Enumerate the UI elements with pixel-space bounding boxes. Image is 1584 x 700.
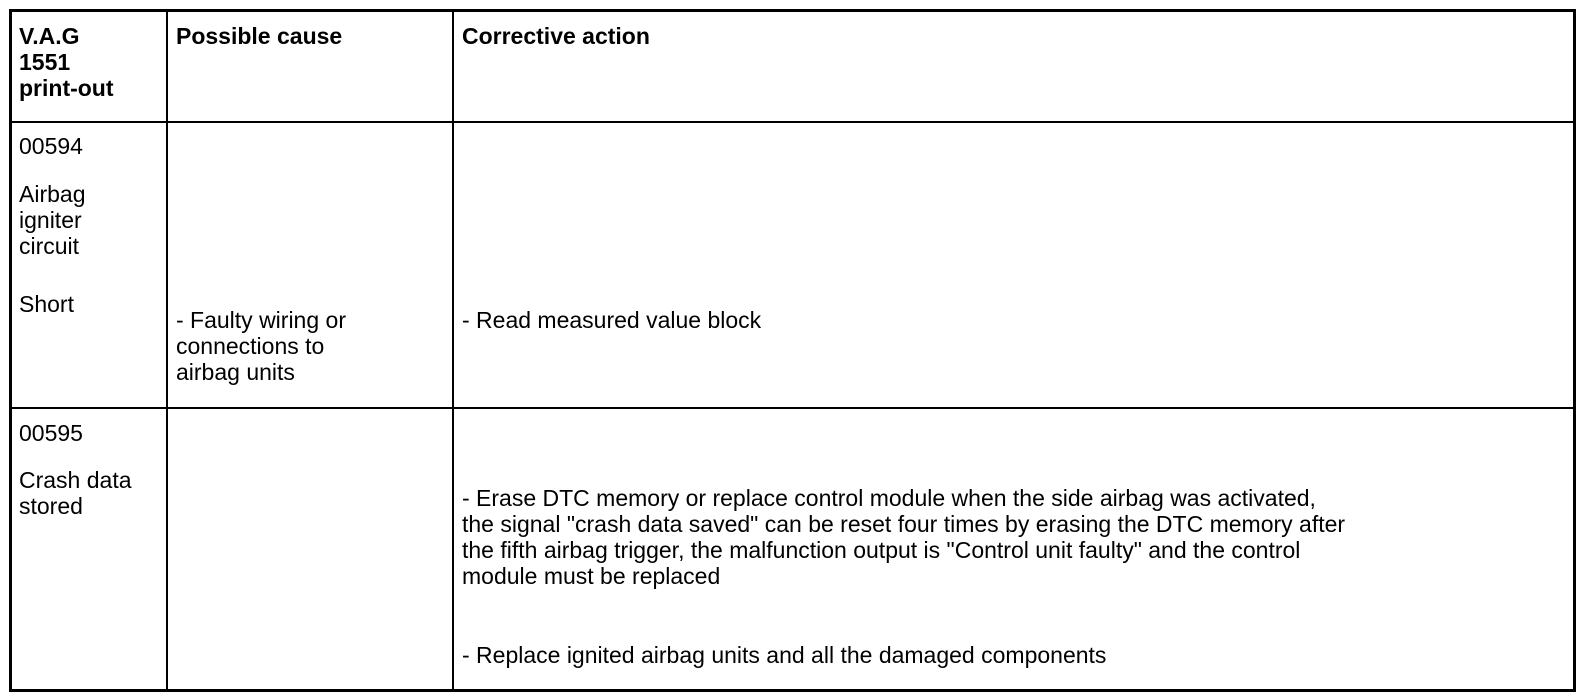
fault-code: 00594 — [19, 133, 83, 159]
fault-type: Short — [19, 291, 74, 317]
fault-component: Airbag igniter circuit — [19, 181, 86, 259]
column-divider — [452, 12, 454, 689]
fault-code-table — [9, 9, 1576, 692]
row-divider — [12, 407, 1573, 409]
column-divider — [166, 12, 168, 689]
header-corrective-action: Corrective action — [462, 23, 650, 49]
corrective-action: - Read measured value block — [462, 307, 762, 333]
fault-component: Crash data stored — [19, 467, 132, 519]
fault-code: 00595 — [19, 420, 83, 446]
header-vag-1551-printout: V.A.G 1551 print-out — [19, 23, 114, 101]
corrective-action: - Replace ignited airbag units and all the damaged components — [462, 642, 1107, 668]
row-divider — [12, 121, 1573, 123]
header-possible-cause: Possible cause — [176, 23, 343, 49]
possible-cause: - Faulty wiring or connections to airbag units — [176, 307, 346, 385]
corrective-action: - Erase DTC memory or replace control module when the side airbag was activated, the signal "crash data saved" can be reset four times by erasing the DTC memory after the fifth airbag trigger, the malfunction output is "Control unit faulty" and the control module must be replaced — [462, 485, 1346, 589]
